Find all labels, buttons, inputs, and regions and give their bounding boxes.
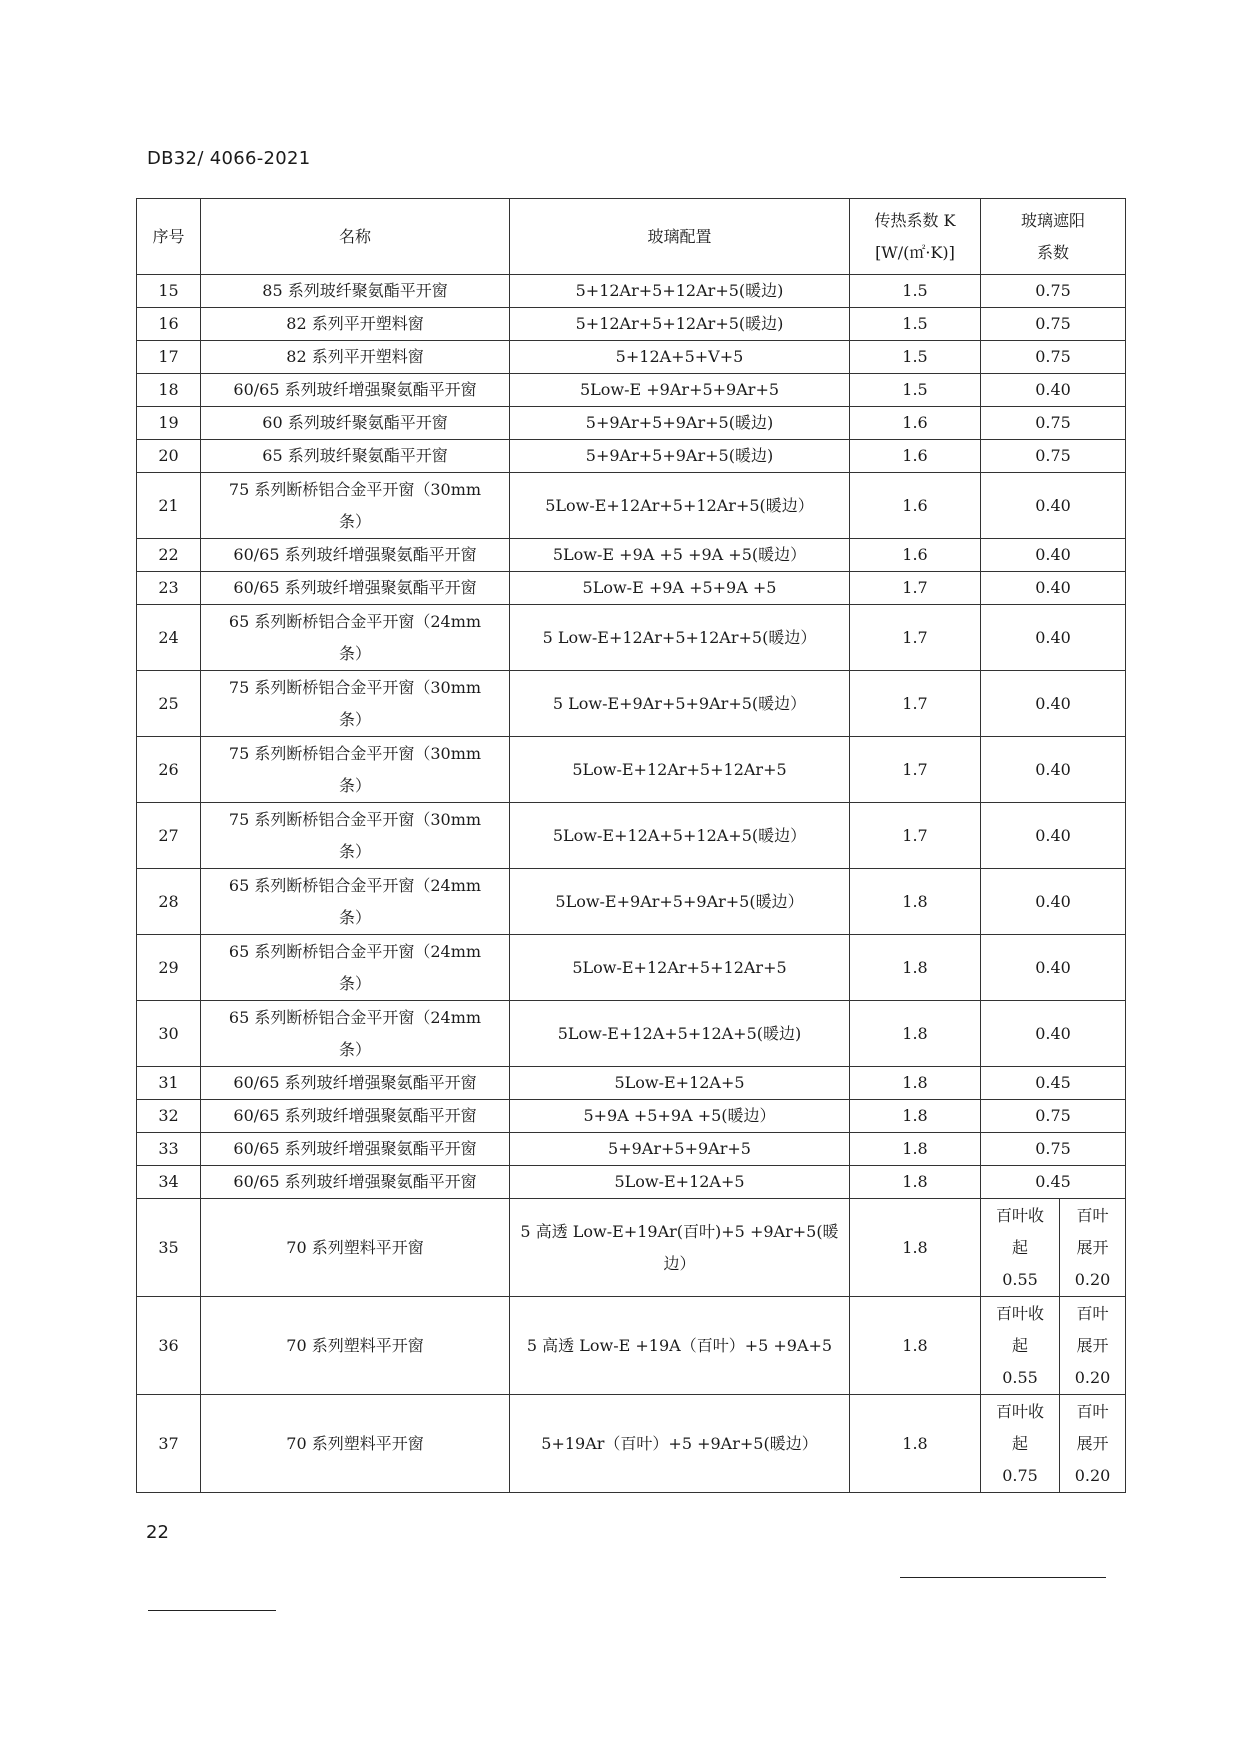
cell-name: 70 系列塑料平开窗 [201,1297,510,1395]
cell-k: 1.8 [850,935,981,1001]
cell-k: 1.5 [850,308,981,341]
cell-shading: 0.40 [981,1001,1126,1067]
cell-shading: 0.40 [981,935,1126,1001]
header-no: 序号 [137,199,201,275]
cell-no: 36 [137,1297,201,1395]
cell-glass: 5Low-E +9A +5 +9A +5(暖边） [510,539,850,572]
cell-no: 27 [137,803,201,869]
cell-glass: 5 高透 Low-E+19Ar(百叶)+5 +9Ar+5(暖 边） [510,1199,850,1297]
cell-shading: 0.45 [981,1067,1126,1100]
table-row [137,605,1126,671]
table-row [137,737,1126,803]
footer-rule-left [148,1610,276,1611]
cell-k: 1.6 [850,539,981,572]
cell-name: 82 系列平开塑料窗 [201,341,510,374]
cell-shading: 0.40 [981,539,1126,572]
cell-glass: 5+12A+5+V+5 [510,341,850,374]
table-row [137,473,1126,539]
cell-shading-louver-extended: 百叶 展开 0.20 [1060,1297,1126,1395]
cell-shading: 0.75 [981,440,1126,473]
cell-name: 65 系列断桥铝合金平开窗（24mm 条） [201,1001,510,1067]
cell-no: 21 [137,473,201,539]
cell-k: 1.8 [850,1297,981,1395]
cell-no: 15 [137,275,201,308]
table-row [137,275,1126,308]
cell-name: 60/65 系列玻纤增强聚氨酯平开窗 [201,1133,510,1166]
table-header-row [137,199,1126,275]
cell-name: 75 系列断桥铝合金平开窗（30mm 条） [201,473,510,539]
cell-k: 1.5 [850,341,981,374]
cell-name: 65 系列断桥铝合金平开窗（24mm 条） [201,935,510,1001]
table-row [137,341,1126,374]
cell-no: 19 [137,407,201,440]
cell-shading: 0.40 [981,869,1126,935]
table-row [137,1199,1126,1297]
cell-name: 70 系列塑料平开窗 [201,1199,510,1297]
cell-k: 1.5 [850,374,981,407]
cell-name: 60/65 系列玻纤增强聚氨酯平开窗 [201,1166,510,1199]
cell-name: 60/65 系列玻纤增强聚氨酯平开窗 [201,572,510,605]
cell-shading-louver-raised: 百叶收 起 0.75 [981,1395,1060,1493]
cell-glass: 5Low-E+12A+5 [510,1067,850,1100]
table-row [137,671,1126,737]
table-row [137,1297,1126,1395]
cell-k: 1.8 [850,869,981,935]
cell-glass: 5+9Ar+5+9Ar+5(暖边) [510,440,850,473]
header-shading: 玻璃遮阳 系数 [981,199,1126,275]
cell-k: 1.7 [850,671,981,737]
cell-shading: 0.75 [981,1100,1126,1133]
cell-no: 35 [137,1199,201,1297]
cell-no: 37 [137,1395,201,1493]
cell-name: 75 系列断桥铝合金平开窗（30mm 条） [201,671,510,737]
cell-k: 1.7 [850,737,981,803]
cell-name: 60/65 系列玻纤增强聚氨酯平开窗 [201,539,510,572]
cell-glass: 5+9Ar+5+9Ar+5(暖边) [510,407,850,440]
cell-glass: 5Low-E+12Ar+5+12Ar+5 [510,737,850,803]
cell-shading: 0.75 [981,1133,1126,1166]
cell-shading: 0.40 [981,605,1126,671]
cell-shading: 0.40 [981,473,1126,539]
document-code: DB32/ 4066-2021 [147,148,311,169]
cell-k: 1.8 [850,1100,981,1133]
cell-k: 1.7 [850,572,981,605]
cell-shading: 0.40 [981,803,1126,869]
table-row [137,1001,1126,1067]
cell-k: 1.8 [850,1199,981,1297]
table-row [137,1067,1126,1100]
cell-no: 34 [137,1166,201,1199]
page-number: 22 [146,1522,169,1543]
table-row [137,572,1126,605]
cell-k: 1.7 [850,605,981,671]
table-row [137,935,1126,1001]
cell-name: 70 系列塑料平开窗 [201,1395,510,1493]
cell-no: 25 [137,671,201,737]
cell-shading: 0.40 [981,572,1126,605]
header-k: 传热系数 K [W/(㎡·K)] [850,199,981,275]
table-row [137,407,1126,440]
cell-name: 65 系列玻纤聚氨酯平开窗 [201,440,510,473]
cell-no: 26 [137,737,201,803]
cell-name: 65 系列断桥铝合金平开窗（24mm 条） [201,605,510,671]
cell-name: 82 系列平开塑料窗 [201,308,510,341]
cell-glass: 5Low-E +9Ar+5+9Ar+5 [510,374,850,407]
cell-no: 22 [137,539,201,572]
cell-no: 32 [137,1100,201,1133]
table-row [137,308,1126,341]
cell-glass: 5Low-E+12A+5+12A+5(暖边) [510,1001,850,1067]
cell-k: 1.8 [850,1166,981,1199]
cell-shading: 0.75 [981,275,1126,308]
header-name: 名称 [201,199,510,275]
header-glass: 玻璃配置 [510,199,850,275]
table-row [137,1100,1126,1133]
cell-no: 33 [137,1133,201,1166]
cell-glass: 5Low-E+12A+5+12A+5(暖边） [510,803,850,869]
cell-glass: 5Low-E+12Ar+5+12Ar+5(暖边） [510,473,850,539]
cell-glass: 5Low-E+9Ar+5+9Ar+5(暖边） [510,869,850,935]
cell-k: 1.8 [850,1133,981,1166]
cell-glass: 5Low-E+12Ar+5+12Ar+5 [510,935,850,1001]
cell-no: 16 [137,308,201,341]
cell-no: 20 [137,440,201,473]
cell-k: 1.6 [850,473,981,539]
cell-glass: 5+19Ar（百叶）+5 +9Ar+5(暖边） [510,1395,850,1493]
cell-k: 1.8 [850,1067,981,1100]
window-spec-table [136,198,1126,1493]
cell-no: 31 [137,1067,201,1100]
cell-no: 23 [137,572,201,605]
cell-no: 28 [137,869,201,935]
cell-name: 85 系列玻纤聚氨酯平开窗 [201,275,510,308]
cell-glass: 5 Low-E+9Ar+5+9Ar+5(暖边） [510,671,850,737]
cell-k: 1.6 [850,440,981,473]
table-row [137,1166,1126,1199]
table-row [137,374,1126,407]
cell-no: 29 [137,935,201,1001]
cell-k: 1.8 [850,1395,981,1493]
cell-glass: 5+12Ar+5+12Ar+5(暖边) [510,308,850,341]
table-row [137,1133,1126,1166]
cell-shading-louver-raised: 百叶收 起 0.55 [981,1199,1060,1297]
cell-name: 60 系列玻纤聚氨酯平开窗 [201,407,510,440]
cell-shading: 0.75 [981,407,1126,440]
table-row [137,440,1126,473]
cell-glass: 5Low-E+12A+5 [510,1166,850,1199]
table-row [137,803,1126,869]
cell-k: 1.6 [850,407,981,440]
cell-shading: 0.40 [981,737,1126,803]
cell-shading: 0.75 [981,341,1126,374]
footer-rule-right [900,1577,1106,1578]
cell-name: 75 系列断桥铝合金平开窗（30mm 条） [201,737,510,803]
cell-k: 1.8 [850,1001,981,1067]
cell-glass: 5+9A +5+9A +5(暖边） [510,1100,850,1133]
cell-shading: 0.75 [981,308,1126,341]
cell-glass: 5Low-E +9A +5+9A +5 [510,572,850,605]
cell-glass: 5+12Ar+5+12Ar+5(暖边) [510,275,850,308]
cell-no: 30 [137,1001,201,1067]
cell-no: 17 [137,341,201,374]
cell-name: 65 系列断桥铝合金平开窗（24mm 条） [201,869,510,935]
cell-glass: 5+9Ar+5+9Ar+5 [510,1133,850,1166]
cell-name: 75 系列断桥铝合金平开窗（30mm 条） [201,803,510,869]
cell-name: 60/65 系列玻纤增强聚氨酯平开窗 [201,1067,510,1100]
cell-no: 18 [137,374,201,407]
cell-shading-louver-raised: 百叶收 起 0.55 [981,1297,1060,1395]
cell-k: 1.5 [850,275,981,308]
cell-no: 24 [137,605,201,671]
table-row [137,869,1126,935]
cell-shading: 0.40 [981,374,1126,407]
cell-shading: 0.45 [981,1166,1126,1199]
cell-shading-louver-extended: 百叶 展开 0.20 [1060,1395,1126,1493]
cell-glass: 5 Low-E+12Ar+5+12Ar+5(暖边） [510,605,850,671]
cell-shading: 0.40 [981,671,1126,737]
cell-glass: 5 高透 Low-E +19A（百叶）+5 +9A+5 [510,1297,850,1395]
cell-k: 1.7 [850,803,981,869]
cell-name: 60/65 系列玻纤增强聚氨酯平开窗 [201,1100,510,1133]
cell-name: 60/65 系列玻纤增强聚氨酯平开窗 [201,374,510,407]
cell-shading-louver-extended: 百叶 展开 0.20 [1060,1199,1126,1297]
table-row [137,539,1126,572]
table-row [137,1395,1126,1493]
